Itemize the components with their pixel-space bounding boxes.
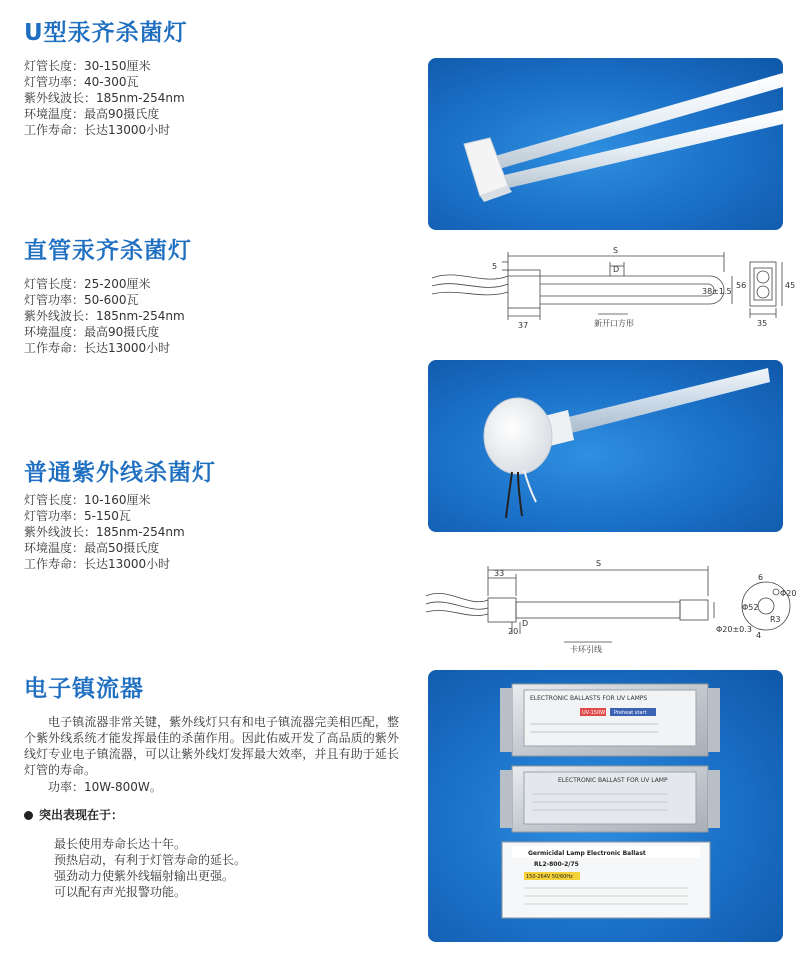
- spec-list-ordinary-lamp: [24, 492, 185, 572]
- drawing-caption: 卡环引线: [570, 645, 602, 654]
- dim-6: 6: [758, 573, 764, 582]
- dim-height: 38±1.5: [702, 287, 732, 296]
- spec-item: 环境温度：最高90摄氏度: [24, 325, 160, 339]
- dim-r3: R3: [770, 615, 781, 624]
- feature-item: 可以配有声光报警功能。: [54, 885, 187, 899]
- drawing-caption: 新开口方形: [594, 319, 634, 328]
- feature-list: [54, 836, 246, 900]
- dim-4: 4: [756, 631, 762, 640]
- section-title-straight-lamp: 直管汞齐杀菌灯: [24, 238, 192, 264]
- spec-item: 灯管长度：30-150厘米: [24, 59, 151, 73]
- ballast-power: 功率：10W-800W。: [48, 780, 162, 794]
- u-lamp-photo: [428, 58, 783, 230]
- straight-lamp-photo: [428, 360, 783, 532]
- section-title-ballast: 电子镇流器: [24, 676, 144, 702]
- ballast-label-3-title: Germicidal Lamp Electronic Ballast: [528, 850, 646, 857]
- dim-s: S: [596, 559, 602, 568]
- ballast-mode-1: Preheat start: [614, 710, 647, 716]
- spec-list-straight-lamp: [24, 276, 185, 356]
- spec-item: 工作寿命：长达13000小时: [24, 123, 171, 137]
- bullet-icon: [24, 811, 33, 820]
- spec-list-u-lamp: [24, 58, 185, 138]
- ballast-label-3-model: RL2-800-2/75: [534, 861, 579, 868]
- features-heading: [24, 806, 123, 823]
- spec-item: 环境温度：最高90摄氏度: [24, 107, 160, 121]
- spec-item: 灯管长度：10-160厘米: [24, 493, 151, 507]
- ballast-model-1: UV-150W: [582, 710, 606, 716]
- dim-33: 33: [494, 569, 505, 578]
- spec-item: 灯管长度：25-200厘米: [24, 277, 151, 291]
- dim-20: 20: [508, 627, 519, 636]
- dim-tube-diameter: Φ20±0.3: [716, 625, 752, 634]
- section-title-ordinary-lamp: 普通紫外线杀菌灯: [24, 460, 216, 486]
- dim-56: 56: [736, 281, 747, 290]
- feature-item: 最长使用寿命长达十年。: [54, 837, 187, 851]
- spec-item: 灯管功率：40-300瓦: [24, 75, 139, 89]
- u-lamp-technical-drawing: [428, 242, 798, 342]
- ballast-label-3-voltage: 150-264V 50/60Hz: [526, 874, 573, 880]
- dim-35: 35: [757, 319, 768, 328]
- dim-dia20: Φ20: [780, 589, 797, 598]
- section-title-u-lamp: U型汞齐杀菌灯: [24, 20, 188, 46]
- spec-item: 灯管功率：50-600瓦: [24, 293, 139, 307]
- spec-item: 工作寿命：长达13000小时: [24, 557, 171, 571]
- dim-d: D: [613, 265, 620, 274]
- dim-37: 37: [518, 321, 529, 330]
- spec-item: 紫外线波长：185nm-254nm: [24, 309, 185, 323]
- feature-item: 强劲动力使紫外线辐射输出更强。: [54, 869, 235, 883]
- ballast-label-1: ELECTRONIC BALLASTS FOR UV LAMPS: [530, 695, 648, 702]
- dim-5: 5: [492, 262, 498, 271]
- spec-item: 紫外线波长：185nm-254nm: [24, 525, 185, 539]
- ballast-photo: [428, 670, 783, 942]
- ballast-description: 电子镇流器非常关键，紫外线灯只有和电子镇流器完美相匹配，整个紫外线系统才能发挥最佳的杀菌作用。因此佑威开发了高品质的紫外线灯专业电子镇流器，可以让紫外线灯发挥最大效率，并且有助于延长灯管的寿命。: [24, 715, 399, 777]
- spec-item: 工作寿命：长达13000小时: [24, 341, 171, 355]
- ordinary-lamp-technical-drawing: [424, 552, 802, 656]
- dim-d: D: [522, 619, 529, 628]
- features-heading-label: 突出表现在于：: [39, 808, 124, 822]
- dim-dia52: Φ52: [742, 603, 759, 612]
- feature-item: 预热启动，有利于灯管寿命的延长。: [54, 853, 247, 867]
- spec-item: 紫外线波长：185nm-254nm: [24, 91, 185, 105]
- ballast-label-2: ELECTRONIC BALLAST FOR UV LAMP: [558, 777, 668, 784]
- spec-item: 环境温度：最高50摄氏度: [24, 541, 160, 555]
- dim-45: 45: [785, 281, 796, 290]
- spec-item: 灯管功率：5-150瓦: [24, 509, 131, 523]
- dim-s: S: [613, 246, 619, 255]
